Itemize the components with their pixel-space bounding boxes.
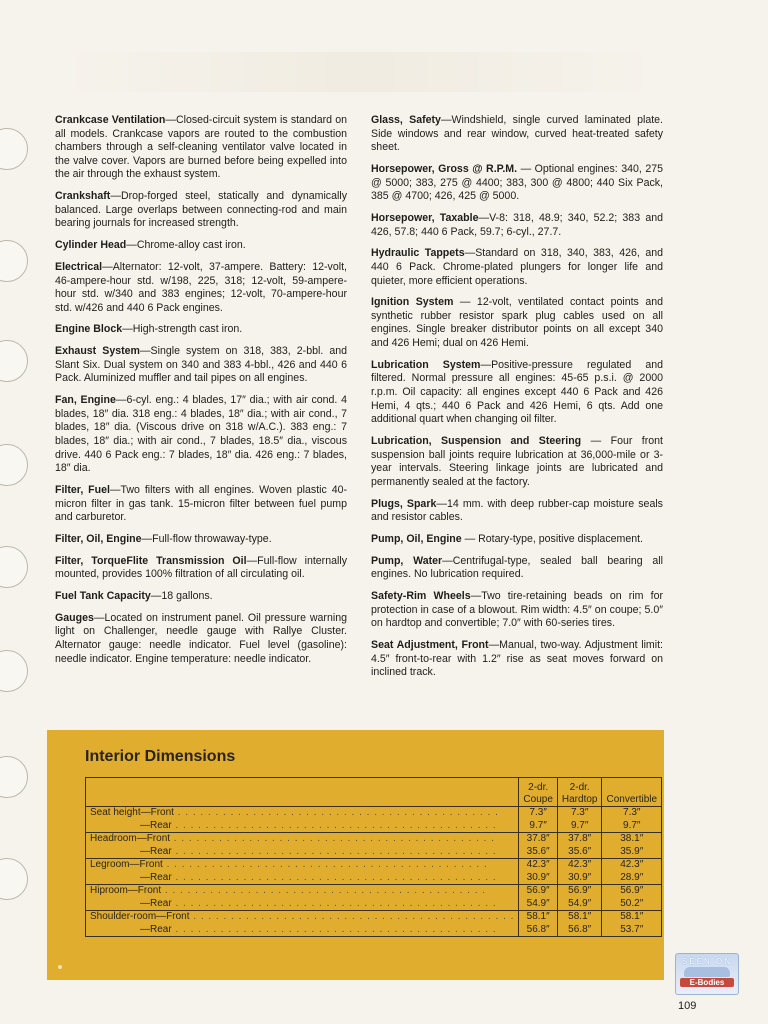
spec-entry xyxy=(371,163,663,204)
dimension-value-convertible: 42.3″ 28.9″ xyxy=(602,859,662,885)
dimension-label-line: —Rear . . . . . . . . . . . . . . . . . . . . . . . . . . . . . . . . . . . . . . . . . . . xyxy=(140,845,497,857)
spec-term: Crankshaft xyxy=(55,190,111,203)
dimension-value-coupe: 37.8″ 35.6″ xyxy=(519,833,557,859)
spec-description: — Four front suspension ball joints require lubrication at 36,000-mile or 3-year intervals. Steering linkage joints are lubricated and permanently sealed at the factory. xyxy=(371,435,663,488)
spec-description: —Two tire-retaining beads on rim for protection in case of a blowout. Rim width: 4.5″ on coupe; 5.0″ on hardtop and convertible; 7.0″ with 60-series tires. xyxy=(371,590,663,630)
dimension-label xyxy=(86,859,519,885)
binder-hole xyxy=(0,650,28,692)
watermark-line2: E-Bodies xyxy=(680,978,734,987)
spec-term: Ignition System xyxy=(371,296,454,309)
spec-description: —Closed-circuit system is standard on all models. Crankcase vapors are routed to the combustion chambers through a self-cleaning ventilator valve located in the valve cover. Vapors are burned before being expelled into the air through the exhaust system. xyxy=(55,114,348,181)
spec-term: Horsepower, Gross @ R.P.M. xyxy=(371,162,518,175)
faded-heading-strip xyxy=(60,52,660,92)
table-header-row xyxy=(86,778,662,807)
spec-description: —Positive-pressure regulated and filtered. Normal pressure all engines: 45-65 p.s.i. @ 2000 r.p.m. Oil capacity: all engines except 440 6 Pack and 426 Hemi, 4 qts.; 440 6 Pack and 426 Hemi, 6 qts. Add one additional quart when changing oil filter. xyxy=(371,358,663,426)
dimension-label-line: Seat height—Front . . . . . . . . . . . . . . . . . . . . . . . . . . . . . . . . . . . . . . . . . . . xyxy=(90,807,499,818)
dimension-label-line: Headroom—Front . . . . . . . . . . . . . . . . . . . . . . . . . . . . . . . . . . . . . . . . . . . xyxy=(90,833,495,844)
spec-term: Fan, Engine xyxy=(55,394,116,407)
spec-entry xyxy=(371,114,663,155)
spec-term: Fuel Tank Capacity xyxy=(55,590,151,603)
table-row xyxy=(86,885,662,911)
paper-speck xyxy=(58,965,62,969)
spec-entry xyxy=(55,114,347,182)
spec-entry xyxy=(371,533,663,547)
spec-term: Plugs, Spark xyxy=(371,497,437,510)
seen-on-watermark xyxy=(675,953,739,995)
spec-description: —High-strength cast iron. xyxy=(122,323,243,336)
dimension-label xyxy=(86,833,519,859)
spec-entry xyxy=(371,247,663,288)
dimension-value-coupe: 56.9″ 54.9″ xyxy=(519,885,557,911)
spec-term: Cylinder Head xyxy=(55,239,127,252)
spec-term: Pump, Oil, Engine xyxy=(371,532,462,545)
spec-description: —Manual, two-way. Adjustment limit: 4.5″ front-to-rear with 1.2″ rise as seat moves forward on inclined track. xyxy=(371,639,663,679)
watermark-line1: SEEN ON xyxy=(681,957,732,966)
column-header-coupe: 2-dr. Coupe xyxy=(519,778,557,807)
spec-entry xyxy=(371,498,663,525)
table-row xyxy=(86,807,662,833)
spec-entry xyxy=(371,212,663,239)
dimension-label-line: Shoulder-room—Front . . . . . . . . . . . . . . . . . . . . . . . . . . . . . . . . . . . . . . . . . . . xyxy=(90,911,515,922)
binder-hole xyxy=(0,858,28,900)
spec-entry xyxy=(371,590,663,631)
dimension-label xyxy=(86,885,519,911)
spec-term: Seat Adjustment, Front xyxy=(371,639,489,652)
spec-entry xyxy=(55,345,347,386)
specs-right-column xyxy=(371,114,663,688)
table-row xyxy=(86,911,662,937)
spec-description: — 12-volt, ventilated contact points and synthetic rubber resistor spark plug cables used on all engines. Single breaker distributor points on all except 340 and 426 Hemi; dual on 426 Hemi. xyxy=(371,296,663,350)
interior-dimensions-panel xyxy=(47,730,664,980)
binder-hole xyxy=(0,546,28,588)
binder-hole xyxy=(0,756,28,798)
dimension-label xyxy=(86,911,519,937)
spec-term: Filter, TorqueFlite Transmission Oil xyxy=(55,554,247,567)
spec-entry xyxy=(371,555,663,582)
spec-term: Glass, Safety xyxy=(371,114,441,126)
binder-hole xyxy=(0,340,28,382)
spec-term: Lubrication, Suspension and Steering xyxy=(371,435,582,447)
dimension-value-hardtop: 58.1″ 56.8″ xyxy=(557,911,602,937)
dimension-value-coupe: 7.3″ 9.7″ xyxy=(519,807,557,833)
spec-entry xyxy=(55,323,347,337)
spec-entry xyxy=(55,261,347,315)
spec-description: —Centrifugal-type, sealed ball bearing all engines. No lubrication required. xyxy=(371,554,663,581)
table-row xyxy=(86,859,662,885)
spec-entry xyxy=(371,435,663,489)
spec-description: —6-cyl. eng.: 4 blades, 17″ dia.; with air cond. 4 blades, 18″ dia. 318 eng.: 4 blades, 18″ dia.; with air cond., 7 blades, 18″ dia. (Viscous drive on 318 w/A.C.). 383 eng.: 7 blades, 18″ dia.; with air cond., 7 blades, 18.5″ dia., viscous drive. 440 6 Pack eng.: 7 blades, 18″ dia. 426 eng.: 7 blades, 18″ dia. xyxy=(55,394,347,475)
binder-hole xyxy=(0,128,28,170)
dimension-value-convertible: 38.1″ 35.9″ xyxy=(602,833,662,859)
spec-entry xyxy=(55,533,347,547)
spec-term: Crankcase Ventilation xyxy=(55,114,166,126)
dimension-label xyxy=(86,807,519,833)
spec-description: —Windshield, single curved laminated plate. Side windows and rear window, curved heat-treated safety sheet. xyxy=(371,114,664,154)
dimension-label-line: Hiproom—Front . . . . . . . . . . . . . . . . . . . . . . . . . . . . . . . . . . . . . . . . . . . xyxy=(90,885,487,896)
dimension-label-line: —Rear . . . . . . . . . . . . . . . . . . . . . . . . . . . . . . . . . . . . . . . . . . . xyxy=(140,819,497,831)
spec-entry xyxy=(55,612,347,666)
interior-dimensions-table xyxy=(85,777,662,937)
spec-description: —Full-flow throwaway-type. xyxy=(141,532,272,545)
binder-hole xyxy=(0,444,28,486)
spec-term: Electrical xyxy=(55,260,103,273)
table-header-blank xyxy=(86,778,519,807)
spec-term: Safety-Rim Wheels xyxy=(371,590,471,603)
binder-hole xyxy=(0,240,28,282)
spec-term: Hydraulic Tappets xyxy=(371,247,465,260)
dimension-label-line: —Rear . . . . . . . . . . . . . . . . . . . . . . . . . . . . . . . . . . . . . . . . . . . xyxy=(140,923,497,935)
spec-description: —Full-flow internally mounted, provides 100% filtration of all circulating oil. xyxy=(55,554,348,581)
spec-description: —Standard on 318, 340, 383, 426, and 440 6 Pack. Chrome-plated plungers for longer life and quieter, more efficient operations. xyxy=(371,247,663,287)
spec-term: Lubrication System xyxy=(371,358,481,371)
dimension-value-convertible: 56.9″ 50.2″ xyxy=(602,885,662,911)
spec-description: —Chrome-alloy cast iron. xyxy=(126,239,246,252)
dimension-value-hardtop: 56.9″ 54.9″ xyxy=(557,885,602,911)
page-number: 109 xyxy=(678,1000,697,1012)
spec-entry xyxy=(55,239,347,253)
car-silhouette-icon xyxy=(684,967,730,977)
dimension-value-convertible: 58.1″ 53.7″ xyxy=(602,911,662,937)
spec-description: — Rotary-type, positive displacement. xyxy=(461,532,644,545)
dimension-value-hardtop: 42.3″ 30.9″ xyxy=(557,859,602,885)
dimension-label-line: Legroom—Front . . . . . . . . . . . . . . . . . . . . . . . . . . . . . . . . . . . . . . . . . . . xyxy=(90,859,488,870)
dimension-value-coupe: 58.1″ 56.8″ xyxy=(519,911,557,937)
column-header-convertible: Convertible xyxy=(602,778,662,807)
specs-left-column xyxy=(55,114,347,674)
spec-description: —Single system on 318, 383, 2-bbl. and Slant Six. Dual system on 340 and 383 4-bbl., 426 and 440 6 Pack. Aluminized muffler and tail pipes on all engines. xyxy=(55,345,348,385)
spec-entry xyxy=(371,359,663,427)
spec-term: Horsepower, Taxable xyxy=(371,211,479,224)
spec-term: Gauges xyxy=(55,611,94,624)
spec-term: Engine Block xyxy=(55,323,123,336)
spec-term: Exhaust System xyxy=(55,345,140,358)
column-header-hardtop: 2-dr. Hardtop xyxy=(557,778,602,807)
spec-entry xyxy=(55,394,347,476)
dimension-label-line: —Rear . . . . . . . . . . . . . . . . . . . . . . . . . . . . . . . . . . . . . . . . . . . xyxy=(140,871,497,883)
spec-description: —Located on instrument panel. Oil pressure warning light on Challenger, needle gauge with Rallye Cluster. Alternator gauge: needle indicator. Fuel level (gasoline): needle indicator. Engine temperature: needle indicator. xyxy=(55,611,347,665)
table-row xyxy=(86,833,662,859)
dimension-label-line: —Rear . . . . . . . . . . . . . . . . . . . . . . . . . . . . . . . . . . . . . . . . . . . xyxy=(140,897,497,909)
dimension-value-coupe: 42.3″ 30.9″ xyxy=(519,859,557,885)
spec-entry xyxy=(55,555,347,582)
spec-description: —V-8: 318, 48.9; 340, 52.2; 383 and 426, 57.8; 440 6 Pack, 59.7; 6-cyl., 27.7. xyxy=(371,211,663,238)
dimension-value-hardtop: 37.8″ 35.6″ xyxy=(557,833,602,859)
spec-description: —18 gallons. xyxy=(150,590,213,603)
spec-entry xyxy=(55,590,347,604)
interior-dimensions-title: Interior Dimensions xyxy=(85,748,236,765)
spec-description: —Drop-forged steel, statically and dynamically balanced. Large overlaps between connecting-rod and main bearing journals for increased strength. xyxy=(55,190,347,230)
dimension-value-hardtop: 7.3″ 9.7″ xyxy=(557,807,602,833)
spec-term: Filter, Fuel xyxy=(55,483,110,496)
dimension-value-convertible: 7.3″ 9.7″ xyxy=(602,807,662,833)
spec-entry xyxy=(371,639,663,680)
spec-entry xyxy=(55,484,347,525)
spec-description: —14 mm. with deep rubber-cap moisture seals and resistor cables. xyxy=(371,497,663,524)
spec-description: —Alternator: 12-volt, 37-ampere. Battery: 12-volt, 46-ampere-hour std. w/198, 225, 318; 12-volt, 59-ampere-hour std. w/340 and 383 engines; 12-volt, 70-ampere-hour std. w/426 and 440 6 Pack engines. xyxy=(55,260,347,314)
spec-entry xyxy=(55,190,347,231)
spec-entry xyxy=(371,296,663,350)
spec-description: —Two filters with all engines. Woven plastic 40-micron filter in gas tank. 15-micron filter between fuel pump and carburetor. xyxy=(55,483,348,524)
spec-term: Pump, Water xyxy=(371,554,443,567)
spec-description: — Optional engines: 340, 275 @ 5000; 383, 275 @ 4400; 383, 300 @ 4800; 440 Six Pack, 385 @ 4700; 426, 425 @ 5000. xyxy=(371,162,663,203)
spec-term: Filter, Oil, Engine xyxy=(55,532,142,545)
